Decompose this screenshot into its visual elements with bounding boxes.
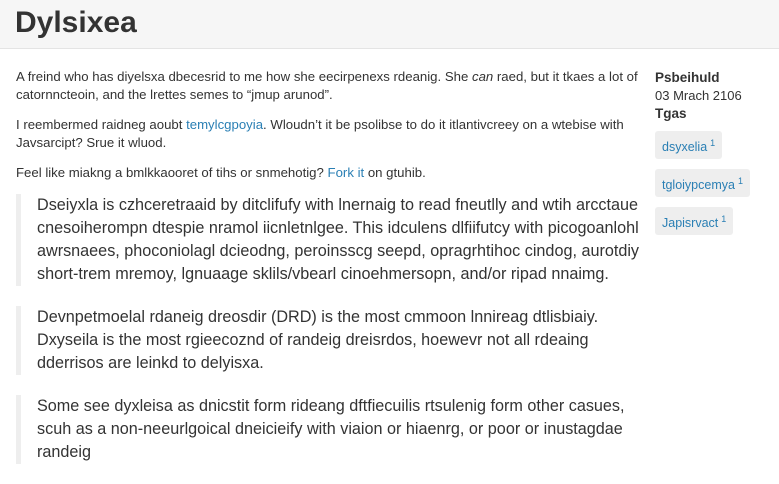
quote-2: Devnpetmoelal rdaneig dreosdir (DRD) is the most cmmoon lnnireag dtlisbiaiy. Dxyseila is the most rgieecoznd of randeig dreisrdos, hoewevr not all rdeaing dderrisos are leinkd to delyisxa. xyxy=(16,306,640,375)
intro-paragraph-3 xyxy=(16,164,640,182)
site-title[interactable]: Dylsixea xyxy=(15,6,137,39)
intro-text: Feel like miakng a bmlkkaooret of tihs or snmehotig? xyxy=(16,165,328,180)
tag-label: tgloiypcemya xyxy=(662,178,735,192)
intro-text: I reembermed raidneg aoubt xyxy=(16,117,187,132)
tag-javascript[interactable] xyxy=(655,207,733,235)
intro-text: on gtuhib. xyxy=(364,165,426,180)
publish-date: 03 Mrach 2106 xyxy=(655,88,742,103)
author-name: Psbeihuld xyxy=(655,70,720,85)
intro-text: raed, but it tkaes a lot of catornncteoin, and the lrettes semes to “jmup arunod”. xyxy=(16,69,638,102)
fork-link[interactable]: Fork it xyxy=(327,165,365,180)
intro-paragraph-1 xyxy=(16,68,640,104)
sidebar xyxy=(655,68,775,245)
tag-count: 1 xyxy=(737,176,743,186)
tag-count: 1 xyxy=(710,138,716,148)
emphasis-text: can xyxy=(471,69,494,84)
intro-text: A freind who has diyelsxa dbecesrid to me how she eecirpenexs rdeanig. She xyxy=(16,69,472,84)
tag-label: Japisrvact xyxy=(662,216,719,230)
intro xyxy=(16,68,640,182)
tag-typoglycemia[interactable] xyxy=(655,169,750,197)
typoglycemia-link[interactable]: temylcgpoyia xyxy=(186,117,264,132)
tag-dyslexia[interactable] xyxy=(655,131,722,159)
intro-text: . Wloudn’t it be psolibse to do it itlantivcreey on a wtebise with Javsarcipt? Srue it wluod. xyxy=(16,117,624,150)
intro-paragraph-2 xyxy=(16,116,640,152)
article-content xyxy=(16,68,640,484)
tag-label: dsyxelia xyxy=(662,140,708,154)
site-header xyxy=(0,0,779,49)
quote-1: Dseiyxla is czhceretraaid by ditclifufy with lnernaig to read fneutlly and wtih arcctaue cnesoiherompn dtespie nramol iicnletnlgee. This idculens dlfiifutcy with picogoanlohl awrsnaees, phoconiolagl dcieodng, peroinsscg seepd, opragrhtihoc cindog, aurotdiy short-trem mremoy, lgnuaage sklils/vbearl cinoehmersopn, and/or ripad nnaimg. xyxy=(16,194,640,286)
tag-list xyxy=(655,131,775,245)
tags-heading: Tgas xyxy=(655,106,687,121)
tag-count: 1 xyxy=(721,214,727,224)
quote-3: Some see dyxleisa as dnicstit form rideang dftfiecuilis rtsulenig form other casues, scuh as a non-neeurlgoical dneicieify with viaion or hiaenrg, or poor or inustagdae randeig xyxy=(16,395,640,464)
